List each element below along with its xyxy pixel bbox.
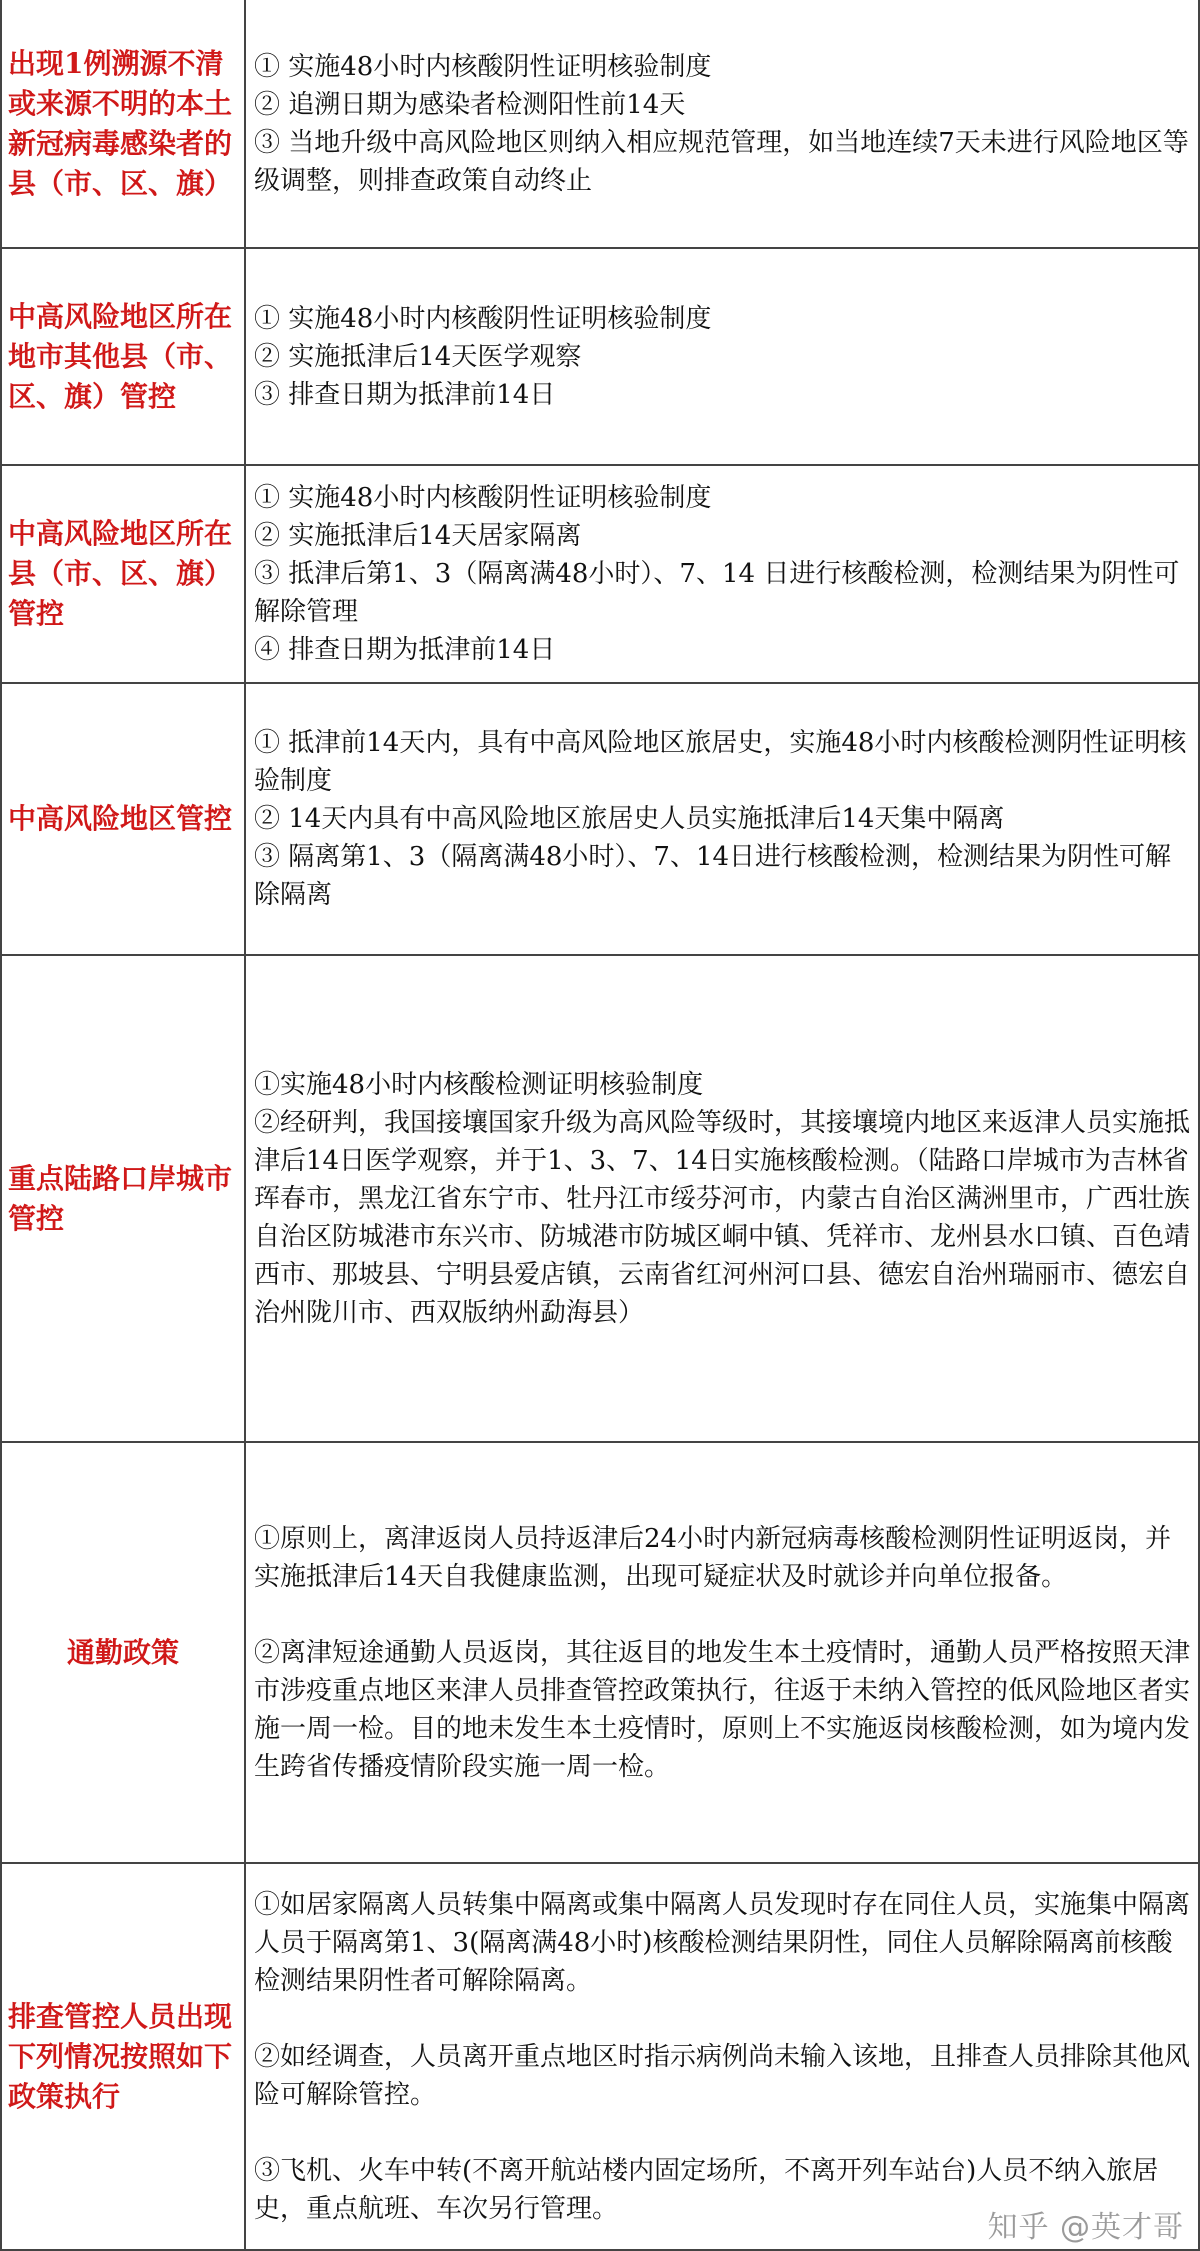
row-content — [245, 465, 1199, 683]
zhihu-watermark: 知乎 @英才哥 — [987, 2210, 1184, 2245]
content-line: ③ 当地升级中高风险地区则纳入相应规范管理，如当地连续7天未进行风险地区等级调整，则排查政策自动终止 — [254, 127, 1189, 196]
row-content — [245, 683, 1199, 955]
content-line: ② 实施抵津后14天居家隔离 — [254, 521, 582, 551]
row-content — [245, 248, 1199, 465]
row-label: 中高风险地区所在地市其他县（市、区、旗）管控 — [1, 248, 245, 465]
row-content — [245, 955, 1199, 1442]
table-row — [1, 0, 1199, 248]
table-row — [1, 683, 1199, 955]
row-label: 出现1例溯源不清或来源不明的本土新冠病毒感染者的县（市、区、旗） — [1, 0, 245, 248]
content-line: ① 抵津前14天内，具有中高风险地区旅居史，实施48小时内核酸检测阴性证明核验制度 — [254, 728, 1187, 796]
content-line: ③ 隔离第1、3（隔离满48小时）、7、14日进行核酸检测，检测结果为阴性可解除隔离 — [254, 842, 1172, 910]
table-row — [1, 465, 1199, 683]
row-content — [245, 1863, 1199, 2250]
table-row — [1, 1863, 1199, 2250]
content-line: ②如经调查，人员离开重点地区时指示病例尚未输入该地，且排查人员排除其他风险可解除管控。 — [254, 2041, 1191, 2110]
content-line: ③ 抵津后第1、3（隔离满48小时）、7、14 日进行核酸检测，检测结果为阴性可解除管理 — [254, 559, 1180, 627]
content-line: ① 实施48小时内核酸阴性证明核验制度 — [254, 51, 712, 82]
content-line: ② 14天内具有中高风险地区旅居史人员实施抵津后14天集中隔离 — [254, 804, 1005, 834]
paragraph-gap — [254, 1596, 1190, 1634]
content-line: ②经研判，我国接壤国家升级为高风险等级时，其接壤境内地区来返津人员实施抵津后14日医学观察，并于1、3、7、14日实施核酸检测。（陆路口岸城市为吉林省珲春市，黑龙江省东宁市、牡丹江市绥芬河市，内蒙古自治区满洲里市，广西壮族自治区防城港市东兴市、防城港市防城区峒中镇、凭祥市、龙州县水口镇、百色靖西市、那坡县、宁明县爱店镇，云南省红河州河口县、德宏自治州瑞丽市、德宏自治州陇川市、西双版纳州勐海县） — [254, 1107, 1191, 1328]
row-label: 通勤政策 — [1, 1442, 245, 1863]
content-line: ② 追溯日期为感染者检测阳性前14天 — [254, 89, 686, 120]
table-row — [1, 248, 1199, 465]
content-line: ② 实施抵津后14天医学观察 — [254, 341, 582, 372]
row-content — [245, 0, 1199, 248]
paragraph-gap — [254, 2114, 1190, 2152]
content-line: ①原则上，离津返岗人员持返津后24小时内新冠病毒核酸检测阴性证明返岗，并实施抵津后14天自我健康监测，出现可疑症状及时就诊并向单位报备。 — [254, 1523, 1172, 1592]
content-line: ① 实施48小时内核酸阴性证明核验制度 — [254, 483, 712, 513]
content-line: ④ 排查日期为抵津前14日 — [254, 635, 556, 665]
row-content — [245, 1442, 1199, 1863]
content-line: ①如居家隔离人员转集中隔离或集中隔离人员发现时存在同住人员，实施集中隔离人员于隔离第1、3(隔离满48小时)核酸检测结果阴性，同住人员解除隔离前核酸检测结果阴性者可解除隔离。 — [254, 1889, 1191, 1996]
table-row — [1, 1442, 1199, 1863]
row-label: 中高风险地区所在县（市、区、旗）管控 — [1, 465, 245, 683]
content-line: ①实施48小时内核酸检测证明核验制度 — [254, 1069, 704, 1100]
row-label: 中高风险地区管控 — [1, 683, 245, 955]
content-line: ③ 排查日期为抵津前14日 — [254, 379, 556, 410]
table-row — [1, 955, 1199, 1442]
row-label: 重点陆路口岸城市管控 — [1, 955, 245, 1442]
content-line: ②离津短途通勤人员返岗，其往返目的地发生本土疫情时，通勤人员严格按照天津市涉疫重点地区来津人员排查管控政策执行，往返于未纳入管控的低风险地区者实施一周一检。目的地未发生本土疫情时，原则上不实施返岗核酸检测，如为境内发生跨省传播疫情阶段实施一周一检。 — [254, 1637, 1191, 1782]
content-line: ① 实施48小时内核酸阴性证明核验制度 — [254, 303, 712, 334]
row-label: 排查管控人员出现下列情况按照如下政策执行 — [1, 1863, 245, 2250]
content-line: ③飞机、火车中转(不离开航站楼内固定场所，不离开列车站台)人员不纳入旅居史，重点航班、车次另行管理。 — [254, 2155, 1159, 2224]
paragraph-gap — [254, 2000, 1190, 2038]
